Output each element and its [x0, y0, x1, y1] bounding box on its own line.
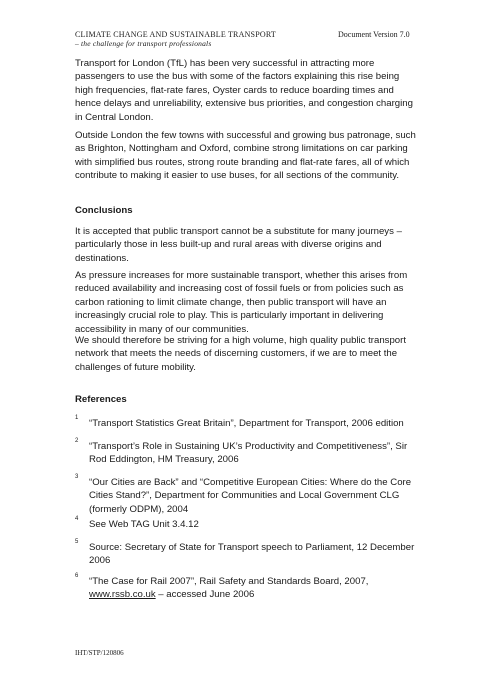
paragraph-conclusions-3: We should therefore be striving for a high volume, high quality public transport network that meets the needs of discerning customers, if we are to meet the challenges of future mobility.	[75, 335, 406, 373]
reference-number: 2	[75, 438, 79, 444]
document-subtitle: – the challenge for transport professionals	[75, 39, 212, 48]
document-version: Document Version 7.0	[338, 30, 410, 39]
document-footer-code: IHT/STP/120806	[75, 649, 124, 657]
paragraph-outside-london: Outside London the few towns with successful and growing bus patronage, such as Brighton, Nottingham and Oxford, combine strong limitations on car parking with simplified bus routes, strong route branding and flat-rate fares, all of which contribute to making it easier to use buses, for all sections of the community.	[75, 130, 416, 182]
heading-references: References	[75, 394, 127, 405]
reference-number: 5	[75, 539, 79, 545]
reference-text: “Transport’s Role in Sustaining UK’s Productivity and Competitiveness”, Sir Rod Eddington, HM Treasury, 2006	[89, 441, 408, 466]
document-header-left	[75, 30, 276, 48]
rssb-link[interactable]: www.rssb.co.uk	[89, 589, 156, 601]
reference-text: See Web TAG Unit 3.4.12	[89, 519, 199, 530]
paragraph-conclusions-1: It is accepted that public transport cannot be a substitute for many journeys – particularly those in less built-up and rural areas with diverse origins and destinations.	[75, 226, 402, 264]
paragraph-conclusions-2: As pressure increases for more sustainable transport, whether this arises from reduced availability and increasing cost of fossil fuels or from policies such as carbon rationing to limit climate change, then public transport will have an increasingly crucial role to play. This is particularly important in delivering accessibility in many of our communities.	[75, 270, 408, 335]
reference-number: 1	[75, 415, 79, 421]
paragraph-tfl: Transport for London (TfL) has been very successful in attracting more passengers to use the bus with some of the factors explaining this rise being high frequencies, flat-rate fares, Oyster cards to reduce boarding times and hence delays and unreliability, extensive bus priorities, and congestion charging in Central London.	[75, 58, 413, 123]
reference-text-after: – accessed June 2006	[155, 589, 255, 601]
reference-number: 6	[75, 573, 79, 579]
reference-text: “Our Cities are Back” and “Competitive European Cities: Where do the Core Cities Stand?”, Department for Communities and Local Government CLG (formerly ODPM), 2004	[89, 477, 412, 515]
reference-number: 4	[75, 516, 79, 522]
heading-conclusions: Conclusions	[75, 205, 133, 216]
reference-text: Source: Secretary of State for Transport speech to Parliament, 12 December 2006	[89, 542, 415, 567]
reference-text	[89, 575, 424, 602]
reference-text-before: “The Case for Rail 2007”, Rail Safety and Standards Board, 2007,	[89, 576, 369, 587]
reference-number: 3	[75, 474, 79, 480]
document-title: CLIMATE CHANGE AND SUSTAINABLE TRANSPORT	[75, 30, 276, 39]
reference-text: “Transport Statistics Great Britain”, Department for Transport, 2006 edition	[89, 418, 404, 429]
